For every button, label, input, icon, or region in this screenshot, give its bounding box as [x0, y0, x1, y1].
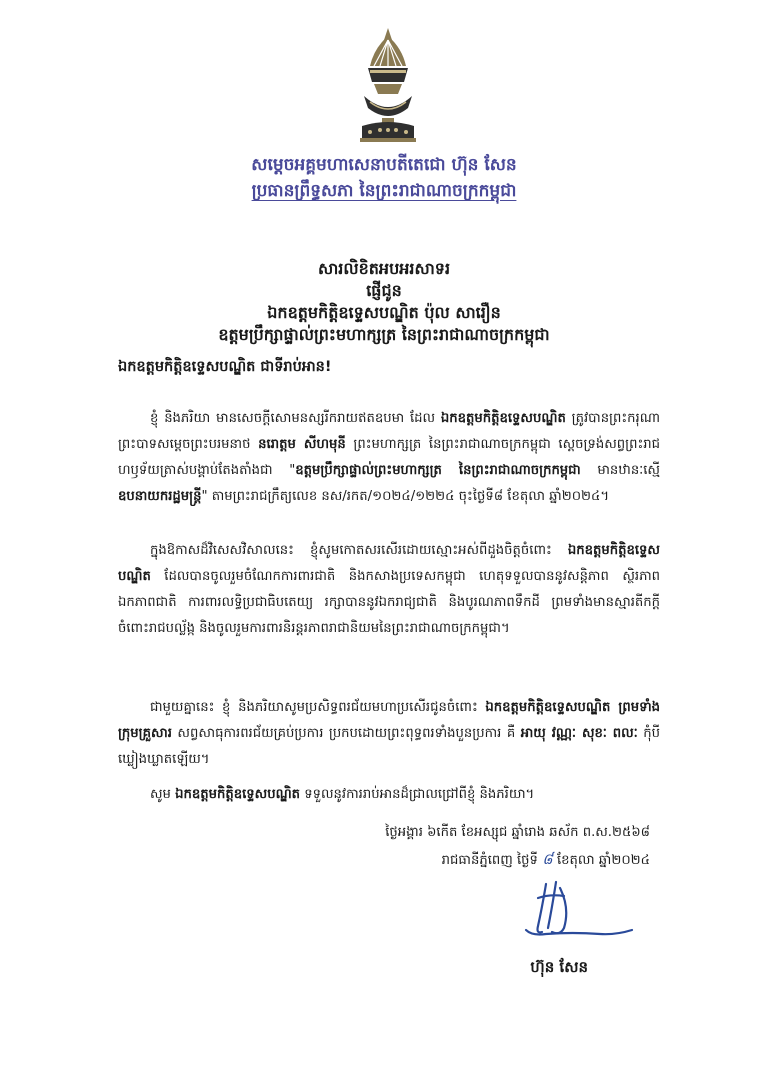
- text-run: ទទួលនូវការរាប់អានដ៏ជ្រាលជ្រៅពីខ្ញុំ និងភរិយា។: [300, 787, 535, 802]
- text-run: ជាមួយគ្នានេះ ខ្ញុំ និងភរិយាសូមប្រសិទ្ធពរជ័យមហាប្រសើរជូនចំពោះ: [150, 700, 486, 715]
- place-and-date: [250, 846, 650, 874]
- letter-title-block: [0, 258, 768, 346]
- text-run: ក្នុងឱកាសដ៏វិសេសវិសាលនេះ ខ្ញុំសូមកោតសរសើរដោយស្មោះអស់ពីដួងចិត្តចំពោះ: [150, 543, 568, 558]
- text-run: ដែលបានចូលរួមចំណែកការពារជាតិ និងកសាងប្រទេសកម្ពុជា ហេតុទទួលបាននូវសន្តិភាព ស្ថិរភាព ឯកភាពជាតិ ការពារលទ្ធិប្រជាធិបតេយ្យ រក្សាបាននូវឯករាជ្យជាតិ និងបូរណភាពទឹកដី ព្រមទាំងមានស្មារតីកក្តីចំពោះរាជបល្ល័ង្ក និងចូលរួមការពារនិរន្តរភាពរាជានិយមនៃព្រះរាជាណាចក្រកម្ពុជា។: [118, 569, 660, 636]
- paragraph-3: [118, 695, 660, 773]
- recipient-position: ឧត្តមប្រឹក្សាផ្ទាល់ព្រះមហាក្សត្រ នៃព្រះរាជាណាចក្រកម្ពុជា: [218, 325, 550, 344]
- sender-name: សម្តេចអគ្គមហាសេនាបតីតេជោ ហ៊ុន សែន: [251, 155, 517, 175]
- recipient-name: ឯកឧត្តមកិត្តិឧទ្ទេសបណ្ឌិត ប៉ុល សារឿន: [267, 303, 501, 322]
- paragraph-4: [118, 782, 660, 808]
- letter-addressed-to-label: ផ្ញើជូន: [366, 281, 402, 300]
- royal-crown-emblem-icon: [354, 26, 422, 146]
- letter-title: សារលិខិតអបអរសាទរ: [317, 259, 451, 278]
- text-run: សូម: [150, 787, 176, 802]
- text-run: ខ្ញុំ និងភរិយា មានសេចក្តីសោមនស្សរីករាយឥតឧបមា ដែល: [150, 411, 441, 426]
- signer-name: ហ៊ុន សែន: [530, 958, 588, 976]
- text-run: កុំបីឃ្លៀងឃ្លាតឡើយ។: [118, 726, 660, 767]
- text-run-bold: អាយុ វណ្ណៈ សុខៈ ពលៈ: [520, 726, 638, 741]
- date-block: [250, 820, 650, 874]
- text-run: សព្វសាធុការពរជ័យគ្រប់ប្រការ ប្រកបដោយព្រះពុទ្ធពរទាំងបួនប្រការ គឺ: [171, 726, 521, 741]
- paragraph-2: [118, 538, 660, 642]
- place-date-prefix: រាជធានីភ្នំពេញ ថ្ងៃទី: [441, 853, 543, 868]
- text-run-bold: នរោត្តម សីហមុនី: [258, 437, 346, 452]
- text-run-bold: ឧបនាយករដ្ឋមន្ត្រី: [118, 489, 202, 504]
- text-run-bold: ឯកឧត្តមកិត្តិឧទ្ទេសបណ្ឌិត: [118, 543, 660, 584]
- sender-position: ប្រធានព្រឹទ្ធសភា នៃព្រះរាជាណាចក្រកម្ពុជា: [251, 181, 517, 201]
- sender-header: [0, 152, 768, 204]
- paragraph-1: [118, 406, 660, 510]
- text-run-bold: ឯកឧត្តមកិត្តិឧទ្ទេសបណ្ឌិត: [440, 411, 566, 426]
- text-run-bold: ឯកឧត្តមកិត្តិឧទ្ទេសបណ្ឌិត: [175, 787, 301, 802]
- text-run: ព្រះមហាក្សត្រ នៃព្រះរាជាណាចក្រកម្ពុជា ស្តេចទ្រង់សព្វព្រះរាជហឫទ័យត្រាស់បង្គាប់តែងតាំងជា ": [118, 437, 660, 478]
- salutation: ឯកឧត្តមកិត្តិឧទ្ទេសបណ្ឌិត ជាទីរាប់អាន!: [118, 359, 332, 375]
- lunar-date: ថ្ងៃអង្គារ ៦កើត ខែអស្សុជ ឆ្នាំរោង ឆស័ក ព.ស.២៥៦៨: [385, 825, 650, 840]
- text-run: " តាមព្រះរាជក្រឹត្យលេខ នស/រកត/១០២៤/១២២៤ ចុះថ្ងៃទី៨ ខែតុលា ឆ្នាំ២០២៤។: [201, 489, 610, 504]
- handwritten-signature-icon: [512, 878, 638, 948]
- place-date-suffix: ខែតុលា ឆ្នាំ២០២៤: [552, 853, 650, 868]
- handwritten-day: ៨: [542, 850, 553, 868]
- text-run: ត្រូវបានព្រះករុណា ព្រះបាទសម្តេចព្រះបរមនាថ: [118, 411, 660, 452]
- text-run-bold: ឧត្តមប្រឹក្សាផ្ទាល់ព្រះមហាក្សត្រ នៃព្រះរាជាណាចក្រកម្ពុជា: [295, 463, 581, 478]
- text-run: មានឋានៈស្មើ: [580, 463, 660, 478]
- text-run-bold: ឯកឧត្តមកិត្តិឧទ្ទេសបណ្ឌិត ព្រមទាំងក្រុមគ្រួសារ: [118, 700, 660, 741]
